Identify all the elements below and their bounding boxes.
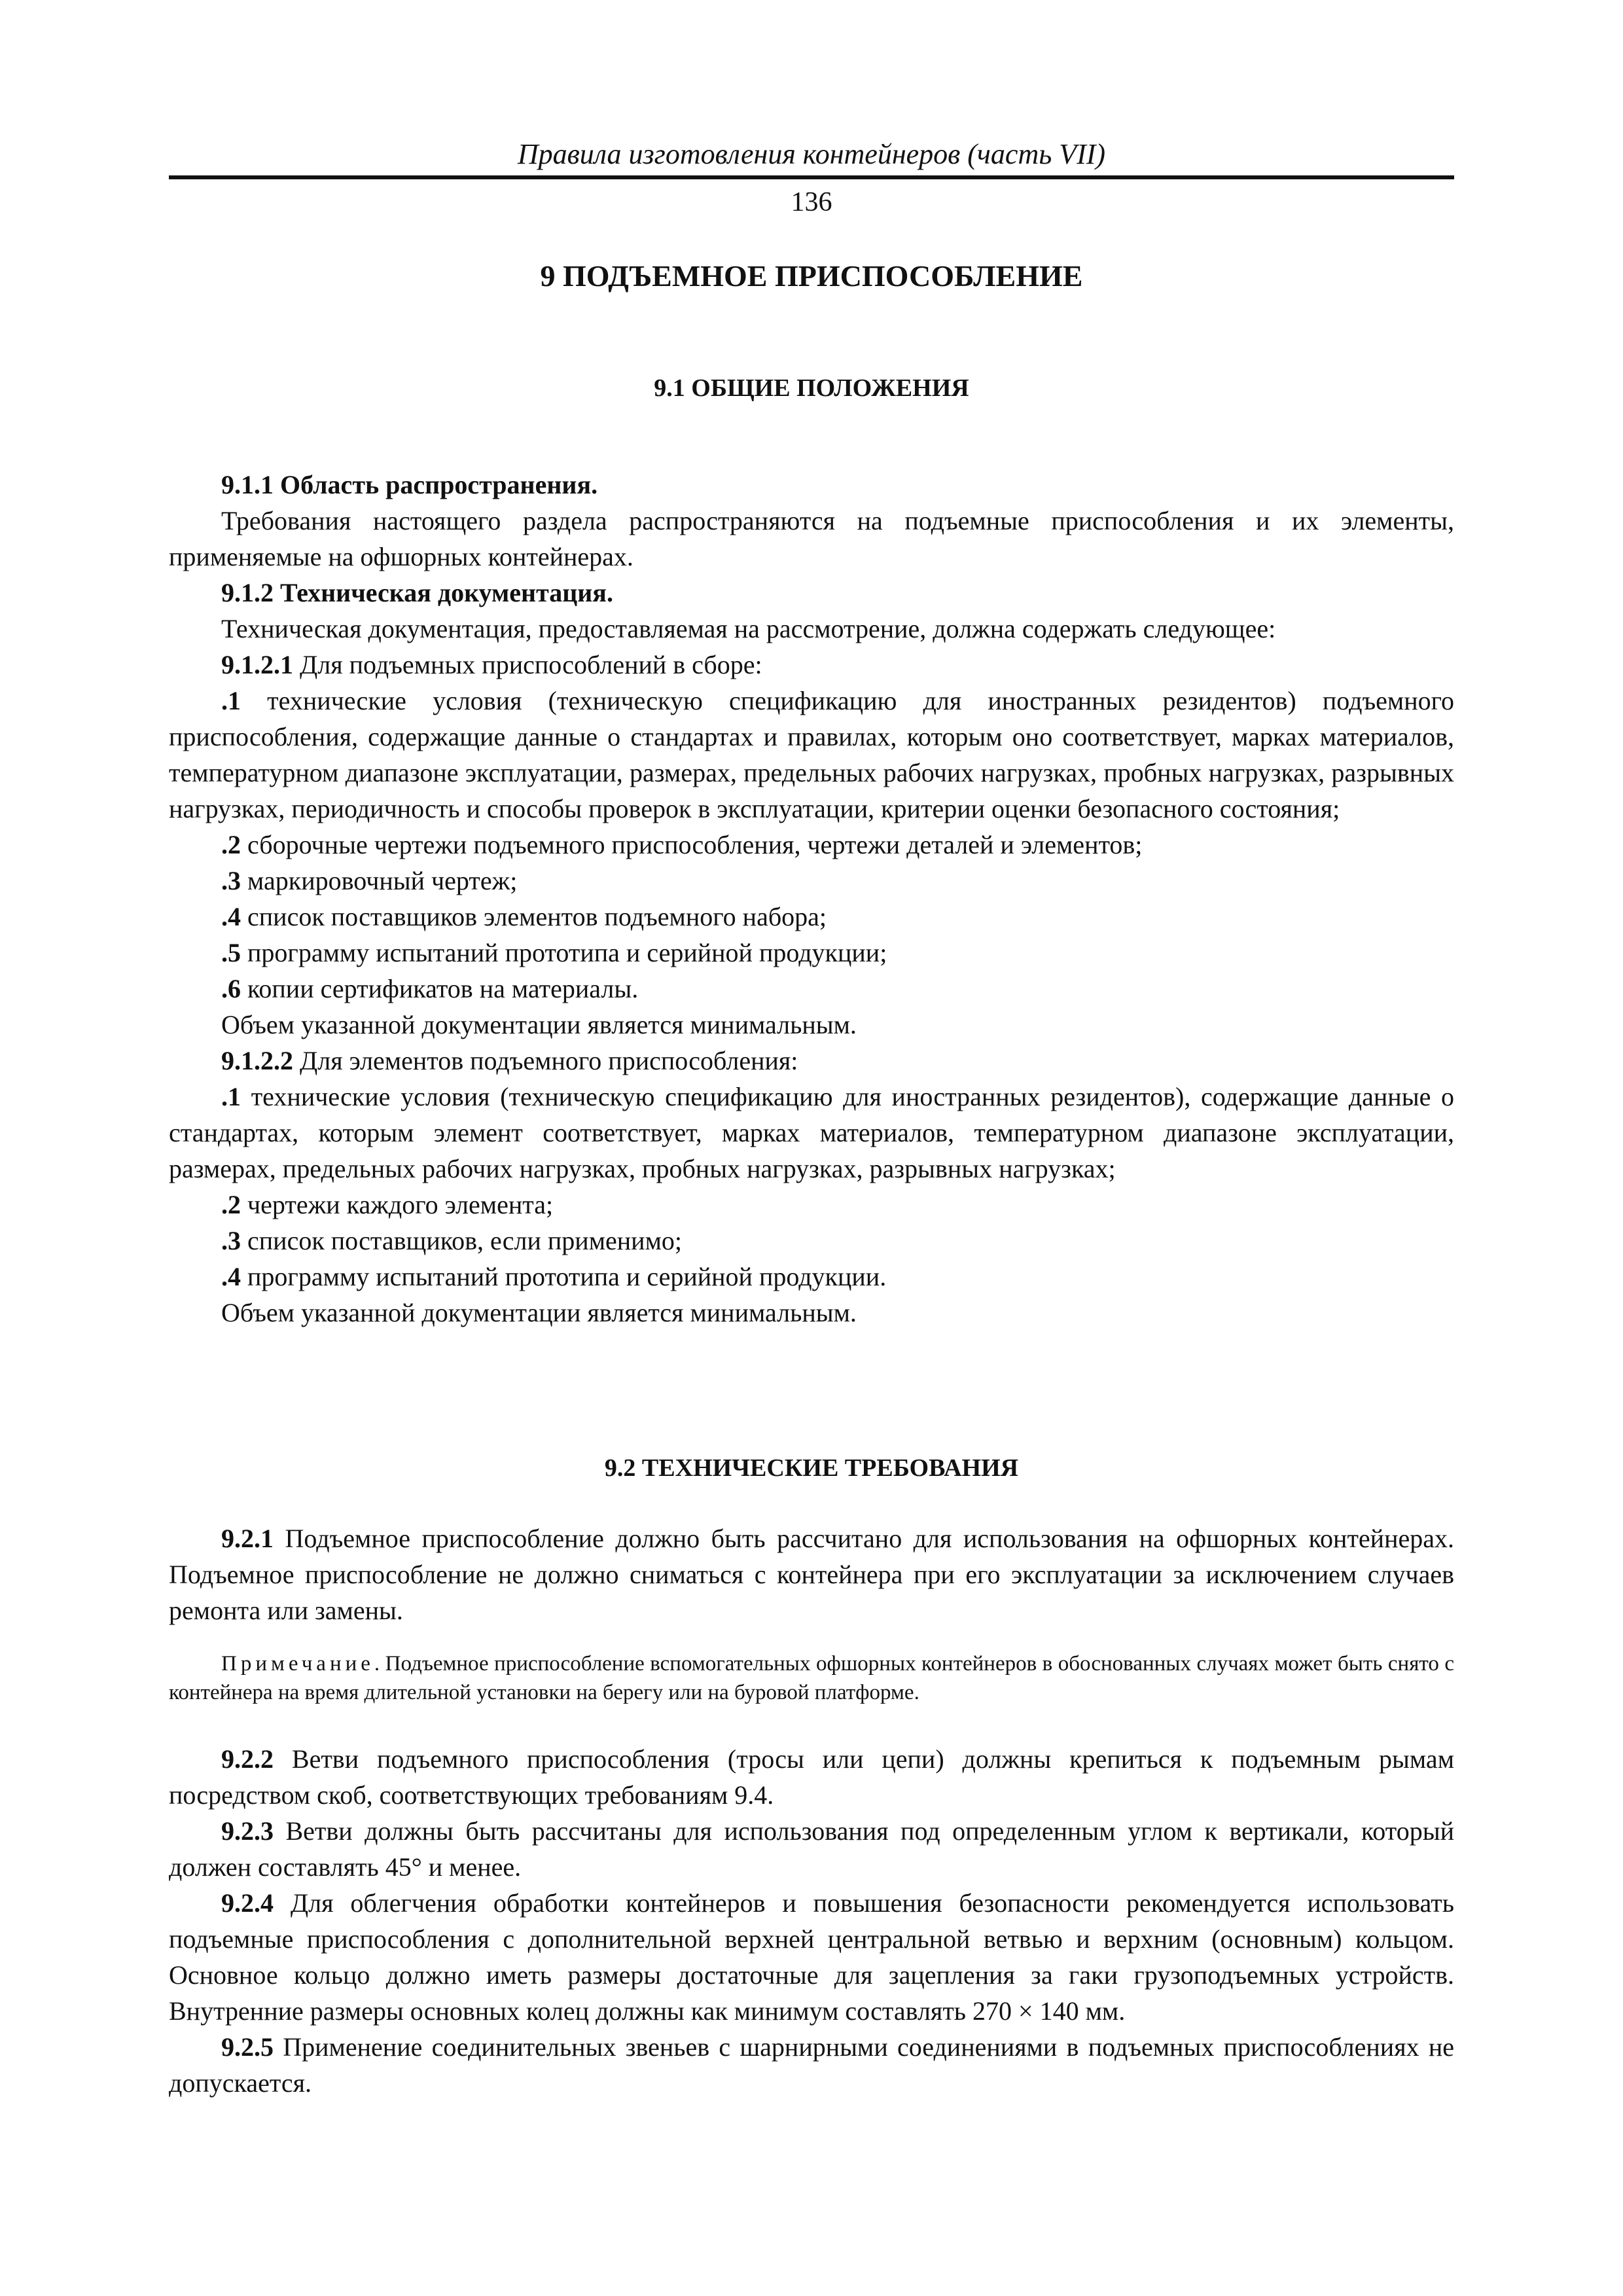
clause-number: 9.2.4 xyxy=(221,1888,274,1918)
list2-item-2 xyxy=(169,1187,1454,1223)
list1-item-6 xyxy=(169,971,1454,1007)
clause-number: 9.2.5 xyxy=(221,2032,274,2062)
paragraph-9-1-2-2 xyxy=(169,1043,1454,1079)
list-item-number: .6 xyxy=(221,974,241,1003)
clause-number: 9.1.2 xyxy=(221,578,274,607)
list-item-text: список поставщиков, если применимо; xyxy=(247,1226,683,1255)
list-item-text: маркировочный чертеж; xyxy=(247,866,518,895)
chapter-title: 9 ПОДЪЕМНОЕ ПРИСПОСОБЛЕНИЕ xyxy=(540,259,1083,293)
list-item-text: технические условия (техническую спецификацию для иностранных резидентов) подъемного приспособления, содержащие данные о стандартах и правилах, которым оно соответствует, марках материалов, температурном диапазоне эксплуатации, размерах, предельных рабочих нагрузках, пробных нагрузках, разрывных нагрузках, периодичность и способы проверок в эксплуатации, критерии оценки безопасного состояния; xyxy=(169,686,1455,823)
list-item-text: программу испытаний прототипа и серийной продукции. xyxy=(247,1262,887,1291)
clause-number: 9.2.3 xyxy=(221,1816,274,1846)
page-number: 136 xyxy=(791,187,832,217)
list-item-number: .4 xyxy=(221,902,241,931)
paragraph-9-2-4 xyxy=(169,1885,1454,2029)
note-label: Примечание xyxy=(221,1652,374,1676)
list-item-text: сборочные чертежи подъемного приспособления, чертежи деталей и элементов; xyxy=(247,830,1143,859)
list1-item-1 xyxy=(169,683,1454,827)
note-block xyxy=(169,1649,1454,1707)
list-item-number: .2 xyxy=(221,830,241,859)
clause-heading: Область распространения. xyxy=(280,470,598,499)
section-9-1-body xyxy=(169,467,1454,1331)
list-item-text: копии сертификатов на материалы. xyxy=(247,974,639,1003)
list2-item-4 xyxy=(169,1259,1454,1295)
paragraph-9-2-1 xyxy=(169,1520,1454,1628)
list-item-number: .1 xyxy=(221,1082,241,1111)
clause-text: Для подъемных приспособлений в сборе: xyxy=(300,650,762,679)
clause-text: Подъемное приспособление должно быть рассчитано для использования на офшорных контейнерах. Подъемное приспособление не должно сниматься с контейнера при его эксплуатации за исключением случаев ремонта или замены. xyxy=(169,1524,1455,1625)
list2-item-1 xyxy=(169,1079,1454,1187)
section-title-9-1: 9.1 ОБЩИЕ ПОЛОЖЕНИЯ xyxy=(654,374,969,402)
list1-item-4 xyxy=(169,899,1454,935)
paragraph-9-2-3 xyxy=(169,1813,1454,1885)
clause-text: Применение соединительных звеньев с шарнирными соединениями в подъемных приспособлениях не допускается. xyxy=(169,2032,1455,2098)
clause-text: Для облегчения обработки контейнеров и повышения безопасности рекомендуется использовать подъемные приспособления с дополнительной верхней центральной ветвью и верхним (основным) кольцом. Основное кольцо должно иметь размеры достаточные для зацепления за гаки грузоподъемных устройств. Внутренние размеры основных колец должны как минимум составлять 270 × 140 мм. xyxy=(169,1888,1455,2026)
section-9-2-part1 xyxy=(169,1520,1454,1628)
clause-text: Ветви должны быть рассчитаны для использования под определенным углом к вертикали, который должен составлять 45° и менее. xyxy=(169,1816,1455,1882)
list-item-number: .3 xyxy=(221,866,241,895)
paragraph-9-1-2-1 xyxy=(169,647,1454,683)
list-item-number: .1 xyxy=(221,686,241,715)
list-item-text: программу испытаний прототипа и серийной продукции; xyxy=(247,938,887,967)
list2-closing: Объем указанной документации является минимальным. xyxy=(221,1298,857,1327)
list-item-text: список поставщиков элементов подъемного набора; xyxy=(247,902,827,931)
list2-item-3 xyxy=(169,1223,1454,1259)
clause-text: Ветви подъемного приспособления (тросы или цепи) должны крепиться к подъемным рымам посредством скоб, соответствующих требованиям 9.4. xyxy=(169,1744,1455,1810)
paragraph-9-1-1-heading xyxy=(169,467,1454,503)
list-item-number: .5 xyxy=(221,938,241,967)
note-paragraph xyxy=(169,1649,1454,1707)
paragraph-9-2-2 xyxy=(169,1741,1454,1813)
header-rule xyxy=(169,175,1454,179)
clause-number: 9.1.2.2 xyxy=(221,1046,293,1075)
paragraph-9-2-5 xyxy=(169,2029,1454,2101)
list-item-number: .2 xyxy=(221,1190,241,1219)
clause-heading: Техническая документация. xyxy=(280,578,613,607)
list-item-text: технические условия (техническую спецификацию для иностранных резидентов), содержащие данные о стандартах, которым элемент соответствует, марках материалов, температурном диапазоне эксплуатации, размерах, предельных рабочих нагрузках, пробных нагрузках, разрывных нагрузках; xyxy=(169,1082,1455,1183)
clause-number: 9.2.2 xyxy=(221,1744,274,1774)
section-9-2-part2 xyxy=(169,1741,1454,2101)
note-text: . Подъемное приспособление вспомогательных офшорных контейнеров в обоснованных случаях может быть снято с контейнера на время длительной установки на берегу или на буровой платформе. xyxy=(169,1652,1454,1704)
list-item-text: чертежи каждого элемента; xyxy=(247,1190,554,1219)
list-item-number: .4 xyxy=(221,1262,241,1291)
paragraph-9-1-1-text: Требования настоящего раздела распространяются на подъемные приспособления и их элементы, применяемые на офшорных контейнерах. xyxy=(169,506,1454,571)
list-item-number: .3 xyxy=(221,1226,241,1255)
clause-number: 9.1.2.1 xyxy=(221,650,293,679)
list1-item-2 xyxy=(169,827,1454,863)
list1-item-3 xyxy=(169,863,1454,899)
list1-closing: Объем указанной документации является минимальным. xyxy=(221,1010,857,1039)
list1-item-5 xyxy=(169,935,1454,971)
paragraph-9-1-2-text: Техническая документация, предоставляемая на рассмотрение, должна содержать следующее: xyxy=(221,614,1276,643)
paragraph-9-1-2-heading xyxy=(169,575,1454,611)
section-title-9-2: 9.2 ТЕХНИЧЕСКИЕ ТРЕБОВАНИЯ xyxy=(604,1454,1019,1482)
clause-number: 9.2.1 xyxy=(221,1524,274,1553)
clause-number: 9.1.1 xyxy=(221,470,274,499)
running-header: Правила изготовления контейнеров (часть VII) xyxy=(517,138,1106,170)
clause-text: Для элементов подъемного приспособления: xyxy=(300,1046,798,1075)
